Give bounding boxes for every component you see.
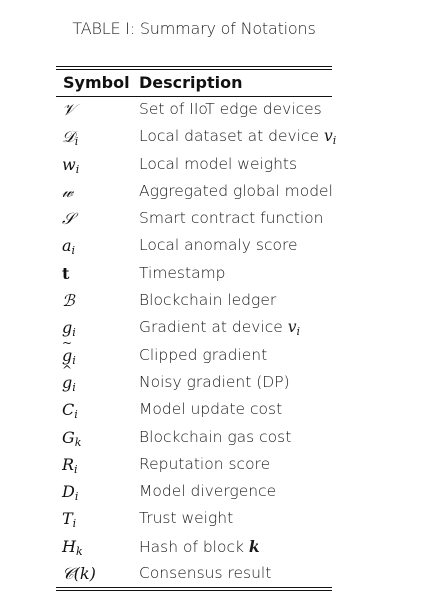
table-row <box>0 506 436 533</box>
description-cell <box>139 373 290 391</box>
description-text: Set of IIoT edge devices <box>139 100 322 118</box>
description-text: Local model weights <box>139 154 298 173</box>
symbol-cell <box>62 182 73 202</box>
symbol-cell <box>62 209 74 229</box>
symbol-base: H <box>62 536 76 556</box>
symbol-base: w <box>62 154 76 174</box>
description-cell <box>139 236 298 254</box>
symbol-base: 𝓌 <box>62 181 74 201</box>
table-header <box>0 70 436 96</box>
symbol-base: 𝒞(k) <box>62 564 96 584</box>
symbol-subscript: i <box>75 162 80 176</box>
symbol-cell <box>62 455 78 474</box>
description-text: Hash of block <box>139 537 249 556</box>
symbol-base: g <box>62 345 73 365</box>
description-text: Model divergence <box>139 482 277 501</box>
bottom-rule-2 <box>56 590 332 591</box>
description-cell <box>139 400 282 418</box>
accented-symbol <box>62 335 73 365</box>
symbol-accent: ~ <box>62 335 73 350</box>
symbol-cell <box>62 482 79 504</box>
symbol-base: ℬ <box>62 291 75 311</box>
table-row <box>0 124 436 151</box>
description-text: Noisy gradient (DP) <box>139 372 290 391</box>
symbol-cell <box>62 100 75 120</box>
symbol-subscript: i <box>71 244 76 258</box>
table-row <box>0 479 436 506</box>
symbol-cell <box>62 564 96 584</box>
symbol-base: T <box>62 509 73 529</box>
description-math-subscript: i <box>296 325 301 339</box>
symbol-base: g <box>62 318 73 338</box>
description-text: Timestamp <box>139 263 226 282</box>
bottom-rule-1 <box>56 587 332 588</box>
symbol-base: 𝒟 <box>62 127 75 147</box>
symbol-subscript: k <box>74 435 82 449</box>
symbol-subscript: i <box>72 380 76 394</box>
table-row <box>0 362 436 397</box>
table-row <box>0 97 436 124</box>
symbol-cell <box>62 155 79 174</box>
symbol-cell <box>62 362 76 394</box>
description-cell <box>139 482 276 500</box>
description-cell <box>139 127 337 148</box>
table-row <box>0 534 436 561</box>
symbol-cell <box>62 428 81 447</box>
description-cell <box>139 182 333 200</box>
symbol-base: 𝒱 <box>62 100 76 119</box>
symbol-cell <box>62 509 77 531</box>
symbol-cell <box>62 127 78 147</box>
symbol-subscript: k <box>75 544 83 558</box>
description-cell <box>139 455 270 473</box>
description-cell <box>139 346 267 364</box>
description-cell <box>139 564 271 582</box>
symbol-cell <box>62 537 83 556</box>
table-caption: TABLE I: Summary of Notations <box>72 19 316 38</box>
description-math-base: v <box>323 127 333 146</box>
description-text: Consensus result <box>139 564 272 583</box>
symbol-base: G <box>62 427 75 447</box>
symbol-base: a <box>62 236 72 256</box>
description-text: Aggregated global model <box>139 181 333 200</box>
table-row <box>0 561 436 588</box>
symbol-cell <box>62 236 76 258</box>
table-row <box>0 397 436 424</box>
description-cell <box>139 100 322 118</box>
symbol-accent: ^ <box>62 362 73 377</box>
description-math <box>249 537 260 556</box>
description-text: Local anomaly score <box>139 236 298 255</box>
description-cell <box>139 537 260 556</box>
description-cell <box>139 509 233 527</box>
symbol-subscript: i <box>72 353 76 367</box>
description-text: Model update cost <box>139 400 283 419</box>
symbol-cell <box>62 264 69 283</box>
description-text: Gradient at device <box>139 318 288 337</box>
description-math-base: v <box>287 318 297 337</box>
symbol-subscript: i <box>74 135 79 149</box>
description-math <box>287 318 301 339</box>
symbol-base: C <box>62 400 75 420</box>
description-math-base: k <box>248 536 260 556</box>
symbol-subscript: i <box>74 490 79 504</box>
description-text: Local dataset at device <box>139 127 324 146</box>
accented-symbol <box>62 362 73 392</box>
description-text: Clipped gradient <box>139 345 268 364</box>
header-symbol: Symbol <box>63 73 130 92</box>
table-body <box>0 97 436 588</box>
description-text: Reputation score <box>139 454 271 473</box>
symbol-base: R <box>62 454 75 474</box>
header-description: Description <box>139 73 243 92</box>
description-cell <box>139 264 226 282</box>
description-text: Blockchain gas cost <box>139 427 292 446</box>
symbol-base: 𝒮 <box>62 209 75 229</box>
description-cell <box>139 291 276 309</box>
table-row <box>0 425 436 452</box>
description-cell <box>139 209 323 227</box>
table-row <box>0 261 436 288</box>
symbol-base: g <box>62 372 73 392</box>
symbol-subscript: i <box>72 326 76 340</box>
description-cell <box>139 155 297 173</box>
description-text: Smart contract function <box>139 209 324 228</box>
description-math-subscript: i <box>332 134 337 148</box>
symbol-base: D <box>62 482 75 502</box>
table-row <box>0 288 436 315</box>
description-text: Trust weight <box>139 509 234 528</box>
description-math <box>323 127 337 148</box>
table-row <box>0 152 436 179</box>
symbol-subscript: i <box>74 408 78 422</box>
table-row <box>0 452 436 479</box>
symbol-cell <box>62 291 75 310</box>
top-rule-1 <box>56 66 332 67</box>
symbol-cell <box>62 335 76 367</box>
description-text: Blockchain ledger <box>139 291 277 310</box>
symbol-base: t <box>62 263 70 283</box>
symbol-subscript: i <box>72 517 77 531</box>
symbol-subscript: i <box>74 462 78 476</box>
table-row <box>0 206 436 233</box>
table-row <box>0 179 436 206</box>
symbol-cell <box>62 318 76 340</box>
description-cell <box>139 318 301 339</box>
symbol-cell <box>62 400 78 422</box>
description-cell <box>139 428 291 446</box>
table-row <box>0 233 436 260</box>
